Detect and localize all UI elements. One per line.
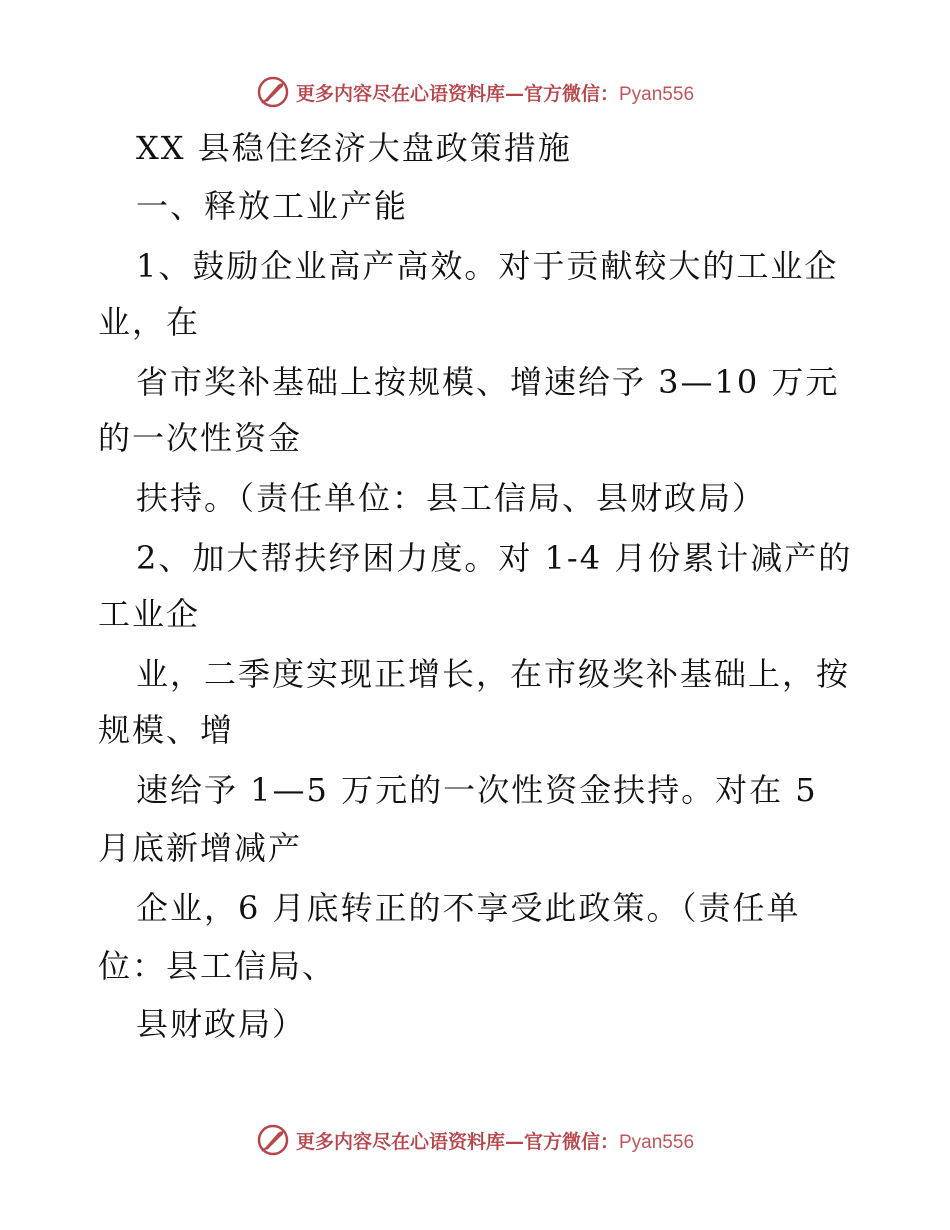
watermark-text: 更多内容尽在心语资料库—官方微信：Pyan556 (295, 1130, 695, 1153)
paragraph-line: 规模、增 (98, 711, 235, 749)
paragraph-line: 工业企 (98, 595, 201, 633)
quill-pen-circle-icon (256, 1123, 290, 1157)
document-title: XX 县稳住经济大盘政策措施 (136, 129, 572, 167)
paragraph-line: 业，在 (98, 303, 201, 341)
paragraph-line: 速给予 1—5 万元的一次性资金扶持。对在 5 (136, 771, 818, 809)
watermark-contact: Pyan556 (619, 83, 695, 105)
paragraph-line: 省市奖补基础上按规模、增速给予 3—10 万元 (136, 363, 840, 401)
paragraph-line: 县财政局） (136, 1005, 307, 1043)
paragraph-line: 企业，6 月底转正的不享受此政策。（责任单 (136, 889, 801, 927)
paragraph-line: 2、加大帮扶纾困力度。对 1-4 月份累计减产的 (136, 539, 853, 577)
watermark-text: 更多内容尽在心语资料库—官方微信：Pyan556 (295, 82, 695, 105)
paragraph-line: 业，二季度实现正增长，在市级奖补基础上，按 (136, 655, 851, 693)
paragraph-line: 位：县工信局、 (98, 947, 337, 985)
paragraph-line: 1、鼓励企业高产高效。对于贡献较大的工业企 (136, 247, 839, 285)
paragraph-line: 扶持。（责任单位：县工信局、县财政局） (136, 479, 767, 517)
section-heading: 一、释放工业产能 (136, 187, 409, 225)
paragraph-line: 的一次性资金 (98, 419, 303, 457)
watermark-contact: Pyan556 (619, 1131, 695, 1153)
footer-watermark-banner (0, 1120, 950, 1160)
paragraph-line: 月底新增减产 (98, 829, 303, 867)
